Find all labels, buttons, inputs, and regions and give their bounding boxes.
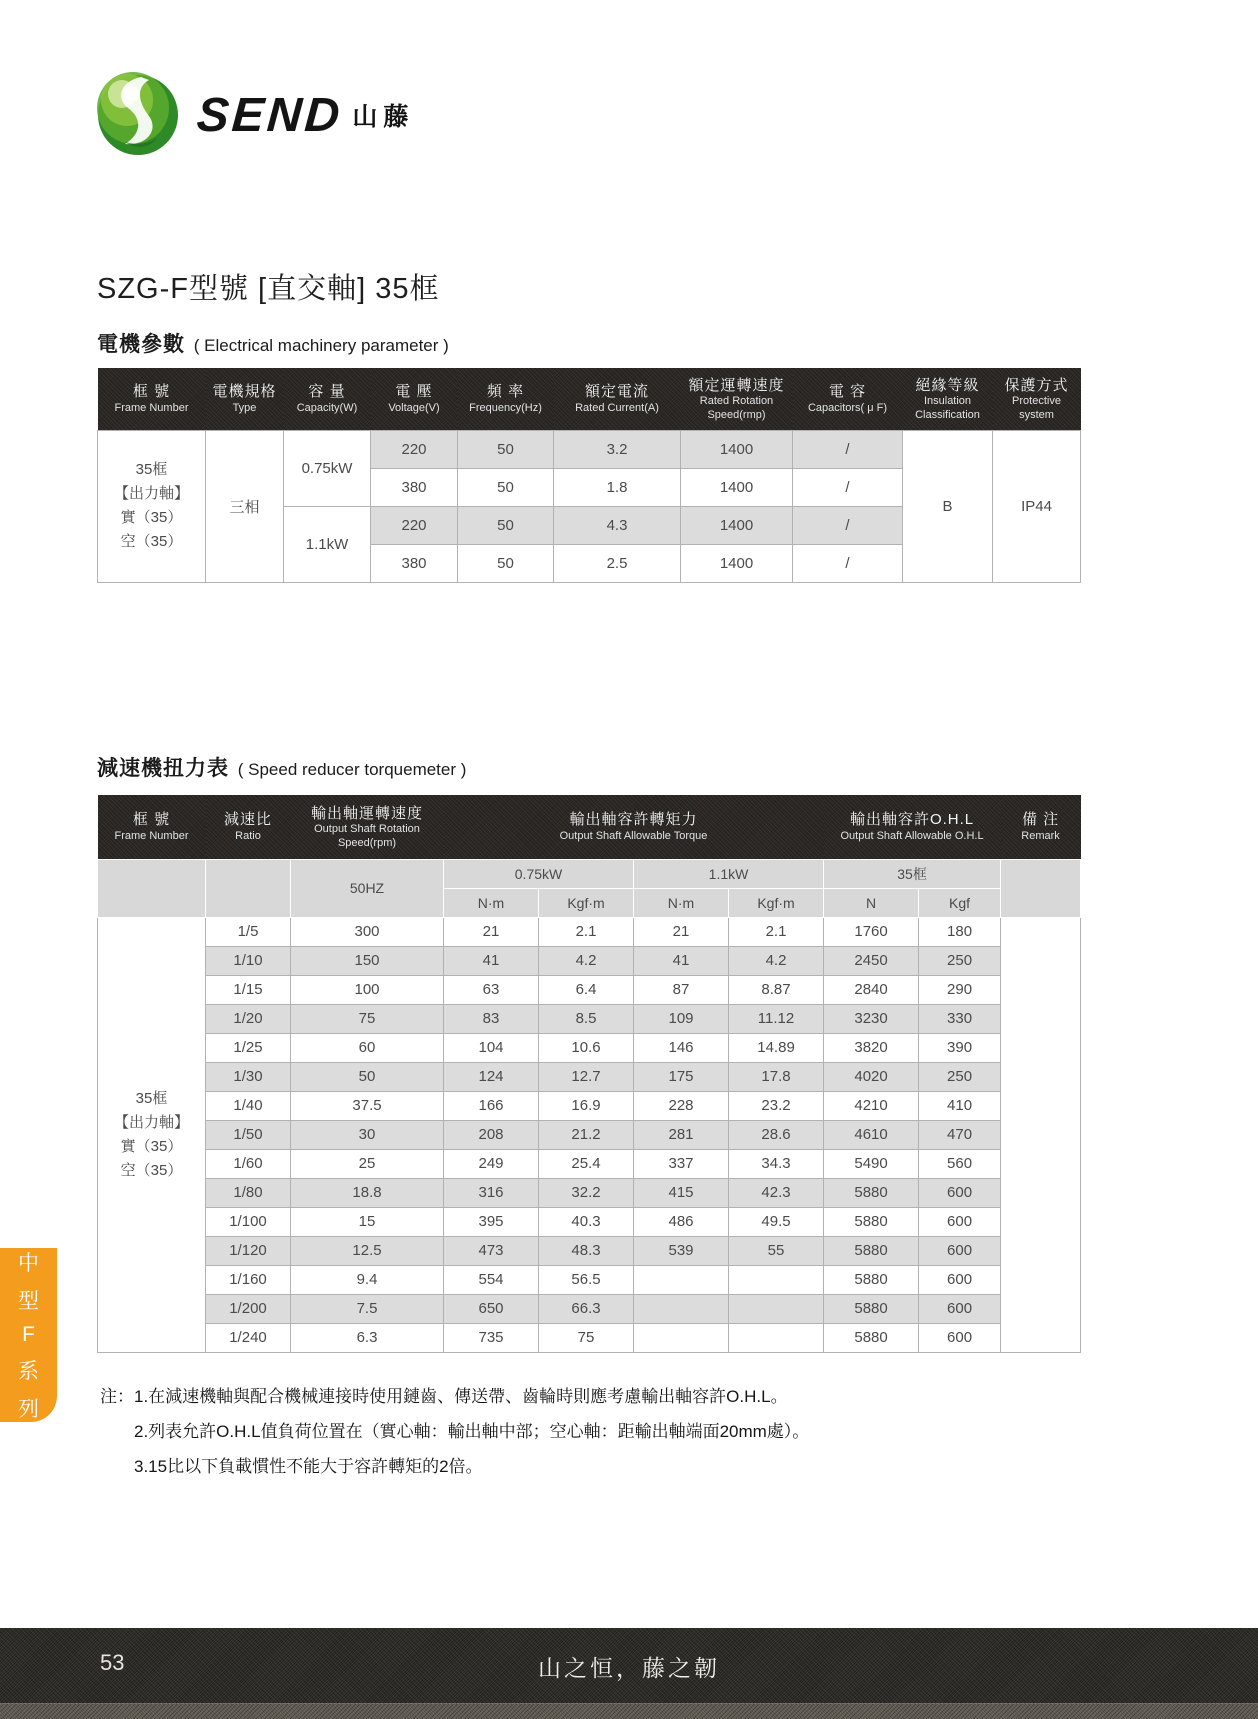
column-header <box>993 368 1081 430</box>
value-cell: 124 <box>444 1062 539 1091</box>
column-header <box>98 795 206 859</box>
table-row <box>98 1149 1081 1178</box>
side-tab-char: F <box>22 1323 35 1346</box>
note-line: 2.列表允許O.H.L值負荷位置在（實心軸：輸出軸中部；空心軸：距輸出軸端面20mm處）。 <box>134 1421 810 1441</box>
value-cell: 1400 <box>681 544 793 582</box>
value-cell: 56.5 <box>539 1265 634 1294</box>
value-cell: 17.8 <box>729 1062 824 1091</box>
series-side-tab <box>0 1248 57 1422</box>
globe-logo-icon <box>95 72 181 158</box>
header-en: Insulation Classification <box>915 395 980 421</box>
header-cn: 輸出軸運轉速度 <box>310 804 423 822</box>
section-title-cn: 減速機扭力表 <box>97 757 229 780</box>
torque-table-body <box>98 917 1081 1352</box>
value-cell: 390 <box>919 1033 1001 1062</box>
value-cell: 600 <box>919 1323 1001 1352</box>
value-cell: 3230 <box>824 1004 919 1033</box>
blank-cell <box>206 859 291 917</box>
value-cell: / <box>793 544 903 582</box>
torque-table <box>97 795 1081 1353</box>
table-row <box>98 1120 1081 1149</box>
insulation-cell: B <box>903 430 993 582</box>
header-en: Frame Number <box>114 829 189 842</box>
section-title-cn: 電機參數 <box>97 333 185 356</box>
header-cn: 額定運轉速度 <box>688 376 785 394</box>
value-cell: 175 <box>634 1062 729 1091</box>
ratio-cell: 1/240 <box>206 1323 291 1352</box>
frame-label-line: 【出力軸】 <box>113 1113 189 1131</box>
value-cell: 41 <box>444 946 539 975</box>
value-cell: 1.8 <box>554 468 681 506</box>
header-cn: 備 注 <box>1021 811 1060 829</box>
value-cell <box>634 1265 729 1294</box>
header-cn: 電 壓 <box>395 383 433 401</box>
note-line: 1.在減速機軸與配合機械連接時使用鏈齒、傳送帶、齒輪時則應考慮輸出軸容許O.H.L。 <box>134 1387 788 1406</box>
value-cell: 166 <box>444 1091 539 1120</box>
value-cell: 250 <box>919 946 1001 975</box>
value-cell: 7.5 <box>291 1294 444 1323</box>
brand-name-cn: 山藤 <box>352 103 415 131</box>
header-cn: 絕緣等級 <box>915 376 980 394</box>
header-en: Protective system <box>1012 395 1061 421</box>
frame-label-line: 實（35） <box>120 509 183 526</box>
ratio-cell: 1/25 <box>206 1033 291 1062</box>
value-cell: 250 <box>919 1062 1001 1091</box>
power-group-cell: 1.1kW <box>634 859 824 888</box>
header-cn: 額定電流 <box>584 383 649 401</box>
value-cell: 32.2 <box>539 1178 634 1207</box>
value-cell: / <box>793 430 903 468</box>
unit-cell: Kgf <box>919 888 1001 917</box>
value-cell: 486 <box>634 1207 729 1236</box>
value-cell: 109 <box>634 1004 729 1033</box>
frequency-50hz-cell: 50HZ <box>291 859 444 917</box>
value-cell <box>634 1294 729 1323</box>
brand-logo <box>95 72 414 158</box>
value-cell: 34.3 <box>729 1149 824 1178</box>
value-cell: 14.89 <box>729 1033 824 1062</box>
header-en: Ratio <box>235 829 261 842</box>
value-cell: 25 <box>291 1149 444 1178</box>
column-header <box>824 795 1001 859</box>
header-cn: 減速比 <box>223 811 272 829</box>
table-row <box>98 1004 1081 1033</box>
column-header <box>458 368 554 430</box>
value-cell: 337 <box>634 1149 729 1178</box>
ratio-cell: 1/60 <box>206 1149 291 1178</box>
side-tab-char: 列 <box>18 1398 39 1421</box>
note-line: 3.15比以下負載慣性不能大于容許轉矩的2倍。 <box>134 1456 483 1476</box>
unit-cell: N <box>824 888 919 917</box>
value-cell: 5490 <box>824 1149 919 1178</box>
value-cell: 380 <box>371 544 458 582</box>
column-header <box>903 368 993 430</box>
table-row <box>98 1294 1081 1323</box>
value-cell: 2.1 <box>729 917 824 946</box>
value-cell: 75 <box>539 1323 634 1352</box>
frame-label-line: 空（35） <box>120 533 183 550</box>
value-cell: 220 <box>371 430 458 468</box>
value-cell: 410 <box>919 1091 1001 1120</box>
footer-bottom-strip <box>0 1703 1258 1719</box>
side-tab-char: 型 <box>18 1290 39 1313</box>
value-cell: 5880 <box>824 1178 919 1207</box>
header-en: Rated Current(A) <box>575 401 659 414</box>
value-cell: 41 <box>634 946 729 975</box>
column-header <box>284 368 371 430</box>
value-cell: 63 <box>444 975 539 1004</box>
value-cell: 11.12 <box>729 1004 824 1033</box>
value-cell: 5880 <box>824 1265 919 1294</box>
column-header <box>98 368 206 430</box>
value-cell: 50 <box>458 430 554 468</box>
value-cell <box>729 1265 824 1294</box>
value-cell: / <box>793 506 903 544</box>
header-cn: 頻 率 <box>486 383 525 401</box>
blank-cell <box>1001 859 1081 917</box>
value-cell: 316 <box>444 1178 539 1207</box>
value-cell: 600 <box>919 1236 1001 1265</box>
column-header <box>793 368 903 430</box>
value-cell: 21.2 <box>539 1120 634 1149</box>
brand-wordmark: SEND <box>195 88 345 142</box>
value-cell: 1760 <box>824 917 919 946</box>
table-row <box>98 1091 1081 1120</box>
value-cell: 12.5 <box>291 1236 444 1265</box>
frame-label-line: 實（35） <box>120 1137 183 1155</box>
header-en: Output Shaft Allowable Torque <box>559 829 708 842</box>
value-cell: 600 <box>919 1265 1001 1294</box>
value-cell: 12.7 <box>539 1062 634 1091</box>
value-cell: 281 <box>634 1120 729 1149</box>
torque-table-header-row <box>98 795 1081 859</box>
table-row <box>98 975 1081 1004</box>
value-cell: 5880 <box>824 1294 919 1323</box>
frame-label-cell <box>98 917 206 1352</box>
header-cn: 輸出軸容許O.H.L <box>849 811 975 829</box>
value-cell: 1400 <box>681 506 793 544</box>
column-header <box>371 368 458 430</box>
value-cell: 40.3 <box>539 1207 634 1236</box>
electrical-table <box>97 368 1081 583</box>
header-cn: 框 號 <box>132 811 171 829</box>
unit-cell: Kgf·m <box>729 888 824 917</box>
value-cell: 554 <box>444 1265 539 1294</box>
side-tab-char: 中 <box>18 1252 39 1275</box>
column-header <box>291 795 444 859</box>
ratio-cell: 1/50 <box>206 1120 291 1149</box>
value-cell: 6.3 <box>291 1323 444 1352</box>
value-cell: 735 <box>444 1323 539 1352</box>
frame-label-cell <box>98 430 206 582</box>
value-cell: 600 <box>919 1178 1001 1207</box>
header-en: Capacity(W) <box>296 401 358 414</box>
table-row <box>98 946 1081 975</box>
value-cell <box>729 1294 824 1323</box>
electrical-section-label <box>97 328 449 358</box>
value-cell: 2.5 <box>554 544 681 582</box>
value-cell: 104 <box>444 1033 539 1062</box>
header-en: Type <box>232 401 257 414</box>
frame-label-line: 【出力軸】 <box>113 485 189 502</box>
page-number: 53 <box>100 1650 125 1675</box>
table-row <box>98 917 1081 946</box>
value-cell: 539 <box>634 1236 729 1265</box>
capacity-cell: 0.75kW <box>284 430 371 506</box>
header-en: Output Shaft Allowable O.H.L <box>840 829 984 842</box>
ratio-cell: 1/100 <box>206 1207 291 1236</box>
ratio-cell: 1/5 <box>206 917 291 946</box>
value-cell: / <box>793 468 903 506</box>
value-cell: 60 <box>291 1033 444 1062</box>
value-cell: 21 <box>634 917 729 946</box>
header-en: Frame Number <box>114 401 189 414</box>
frame-label-line: 35框 <box>135 1089 168 1107</box>
value-cell: 600 <box>919 1207 1001 1236</box>
value-cell: 28.6 <box>729 1120 824 1149</box>
value-cell: 50 <box>291 1062 444 1091</box>
column-header <box>206 795 291 859</box>
value-cell: 50 <box>458 468 554 506</box>
header-en: Voltage(V) <box>388 401 440 414</box>
value-cell: 560 <box>919 1149 1001 1178</box>
value-cell: 49.5 <box>729 1207 824 1236</box>
page-title: SZG-F型號 [直交軸] 35框 <box>97 273 440 305</box>
value-cell: 23.2 <box>729 1091 824 1120</box>
value-cell <box>634 1323 729 1352</box>
motor-type-cell: 三相 <box>206 430 284 582</box>
ratio-cell: 1/80 <box>206 1178 291 1207</box>
torque-section-label <box>97 752 466 782</box>
value-cell: 208 <box>444 1120 539 1149</box>
electrical-table-body <box>98 430 1081 582</box>
value-cell: 42.3 <box>729 1178 824 1207</box>
value-cell: 1400 <box>681 468 793 506</box>
column-header <box>554 368 681 430</box>
ratio-cell: 1/120 <box>206 1236 291 1265</box>
value-cell: 10.6 <box>539 1033 634 1062</box>
power-group-cell: 0.75kW <box>444 859 634 888</box>
header-cn: 輸出軸容許轉矩力 <box>569 811 698 829</box>
unit-cell: N·m <box>634 888 729 917</box>
value-cell: 290 <box>919 975 1001 1004</box>
column-header <box>681 368 793 430</box>
value-cell: 16.9 <box>539 1091 634 1120</box>
value-cell: 100 <box>291 975 444 1004</box>
notes-label: 注： <box>100 1387 134 1406</box>
frame-label-line: 35框 <box>135 461 168 478</box>
value-cell: 3.2 <box>554 430 681 468</box>
header-en: Output Shaft Rotation Speed(rpm) <box>314 823 420 849</box>
ratio-cell: 1/20 <box>206 1004 291 1033</box>
value-cell: 228 <box>634 1091 729 1120</box>
value-cell: 2.1 <box>539 917 634 946</box>
protection-cell: IP44 <box>993 430 1081 582</box>
value-cell: 8.87 <box>729 975 824 1004</box>
value-cell: 2840 <box>824 975 919 1004</box>
ratio-cell: 1/200 <box>206 1294 291 1323</box>
header-en: Rated Rotation Speed(rmp) <box>699 395 774 421</box>
value-cell: 5880 <box>824 1323 919 1352</box>
footnotes <box>100 1380 809 1485</box>
table-row <box>98 1236 1081 1265</box>
value-cell: 330 <box>919 1004 1001 1033</box>
value-cell <box>729 1323 824 1352</box>
section-title-en: ( Electrical machinery parameter ) <box>193 336 449 355</box>
column-header <box>1001 795 1081 859</box>
frame-label-line: 空（35） <box>120 1161 183 1179</box>
ratio-cell: 1/40 <box>206 1091 291 1120</box>
value-cell: 4210 <box>824 1091 919 1120</box>
value-cell: 150 <box>291 946 444 975</box>
value-cell: 55 <box>729 1236 824 1265</box>
header-cn: 電 容 <box>828 383 867 401</box>
power-group-cell: 35框 <box>824 859 1001 888</box>
value-cell: 4.2 <box>729 946 824 975</box>
value-cell: 6.4 <box>539 975 634 1004</box>
value-cell: 473 <box>444 1236 539 1265</box>
value-cell: 650 <box>444 1294 539 1323</box>
value-cell: 470 <box>919 1120 1001 1149</box>
value-cell: 4020 <box>824 1062 919 1091</box>
section-title-en: ( Speed reducer torquemeter ) <box>237 760 467 779</box>
blank-cell <box>98 859 206 917</box>
subheader-row <box>98 859 1081 888</box>
header-en: Frequency(Hz) <box>469 401 542 414</box>
value-cell: 75 <box>291 1004 444 1033</box>
footer-slogan: 山之恒，藤之韌 <box>538 1655 720 1681</box>
value-cell: 4610 <box>824 1120 919 1149</box>
header-cn: 框 號 <box>132 383 171 401</box>
capacity-cell: 1.1kW <box>284 506 371 582</box>
value-cell: 37.5 <box>291 1091 444 1120</box>
header-en: Remark <box>1021 829 1060 842</box>
value-cell: 415 <box>634 1178 729 1207</box>
page-footer <box>0 1628 1258 1719</box>
value-cell: 380 <box>371 468 458 506</box>
value-cell: 5880 <box>824 1236 919 1265</box>
table-row <box>98 1062 1081 1091</box>
torque-table-subheader <box>98 859 1081 917</box>
unit-cell: N·m <box>444 888 539 917</box>
unit-cell: Kgf·m <box>539 888 634 917</box>
value-cell: 4.2 <box>539 946 634 975</box>
value-cell: 48.3 <box>539 1236 634 1265</box>
column-header <box>444 795 824 859</box>
ratio-cell: 1/10 <box>206 946 291 975</box>
value-cell: 18.8 <box>291 1178 444 1207</box>
value-cell: 50 <box>458 544 554 582</box>
value-cell: 3820 <box>824 1033 919 1062</box>
column-header <box>206 368 284 430</box>
table-row <box>98 1323 1081 1352</box>
value-cell: 1400 <box>681 430 793 468</box>
header-en: Capacitors( μ F) <box>807 401 888 414</box>
value-cell: 25.4 <box>539 1149 634 1178</box>
ratio-cell: 1/160 <box>206 1265 291 1294</box>
value-cell: 87 <box>634 975 729 1004</box>
value-cell: 4.3 <box>554 506 681 544</box>
value-cell: 83 <box>444 1004 539 1033</box>
value-cell: 50 <box>458 506 554 544</box>
value-cell: 9.4 <box>291 1265 444 1294</box>
value-cell: 300 <box>291 917 444 946</box>
value-cell: 15 <box>291 1207 444 1236</box>
table-row <box>98 1178 1081 1207</box>
remark-cell <box>1001 917 1081 1352</box>
value-cell: 21 <box>444 917 539 946</box>
header-cn: 保護方式 <box>1004 376 1069 394</box>
table-row <box>98 1207 1081 1236</box>
value-cell: 146 <box>634 1033 729 1062</box>
value-cell: 180 <box>919 917 1001 946</box>
ratio-cell: 1/30 <box>206 1062 291 1091</box>
header-cn: 容 量 <box>308 383 346 401</box>
value-cell: 66.3 <box>539 1294 634 1323</box>
side-tab-char: 系 <box>18 1360 39 1383</box>
table-row <box>98 1265 1081 1294</box>
table-row <box>98 430 1081 468</box>
value-cell: 600 <box>919 1294 1001 1323</box>
header-cn: 電機規格 <box>212 383 277 401</box>
value-cell: 8.5 <box>539 1004 634 1033</box>
value-cell: 30 <box>291 1120 444 1149</box>
value-cell: 249 <box>444 1149 539 1178</box>
value-cell: 2450 <box>824 946 919 975</box>
value-cell: 395 <box>444 1207 539 1236</box>
electrical-table-header-row <box>98 368 1081 430</box>
value-cell: 220 <box>371 506 458 544</box>
table-row <box>98 1033 1081 1062</box>
notes-lines <box>134 1380 809 1485</box>
value-cell: 5880 <box>824 1207 919 1236</box>
ratio-cell: 1/15 <box>206 975 291 1004</box>
